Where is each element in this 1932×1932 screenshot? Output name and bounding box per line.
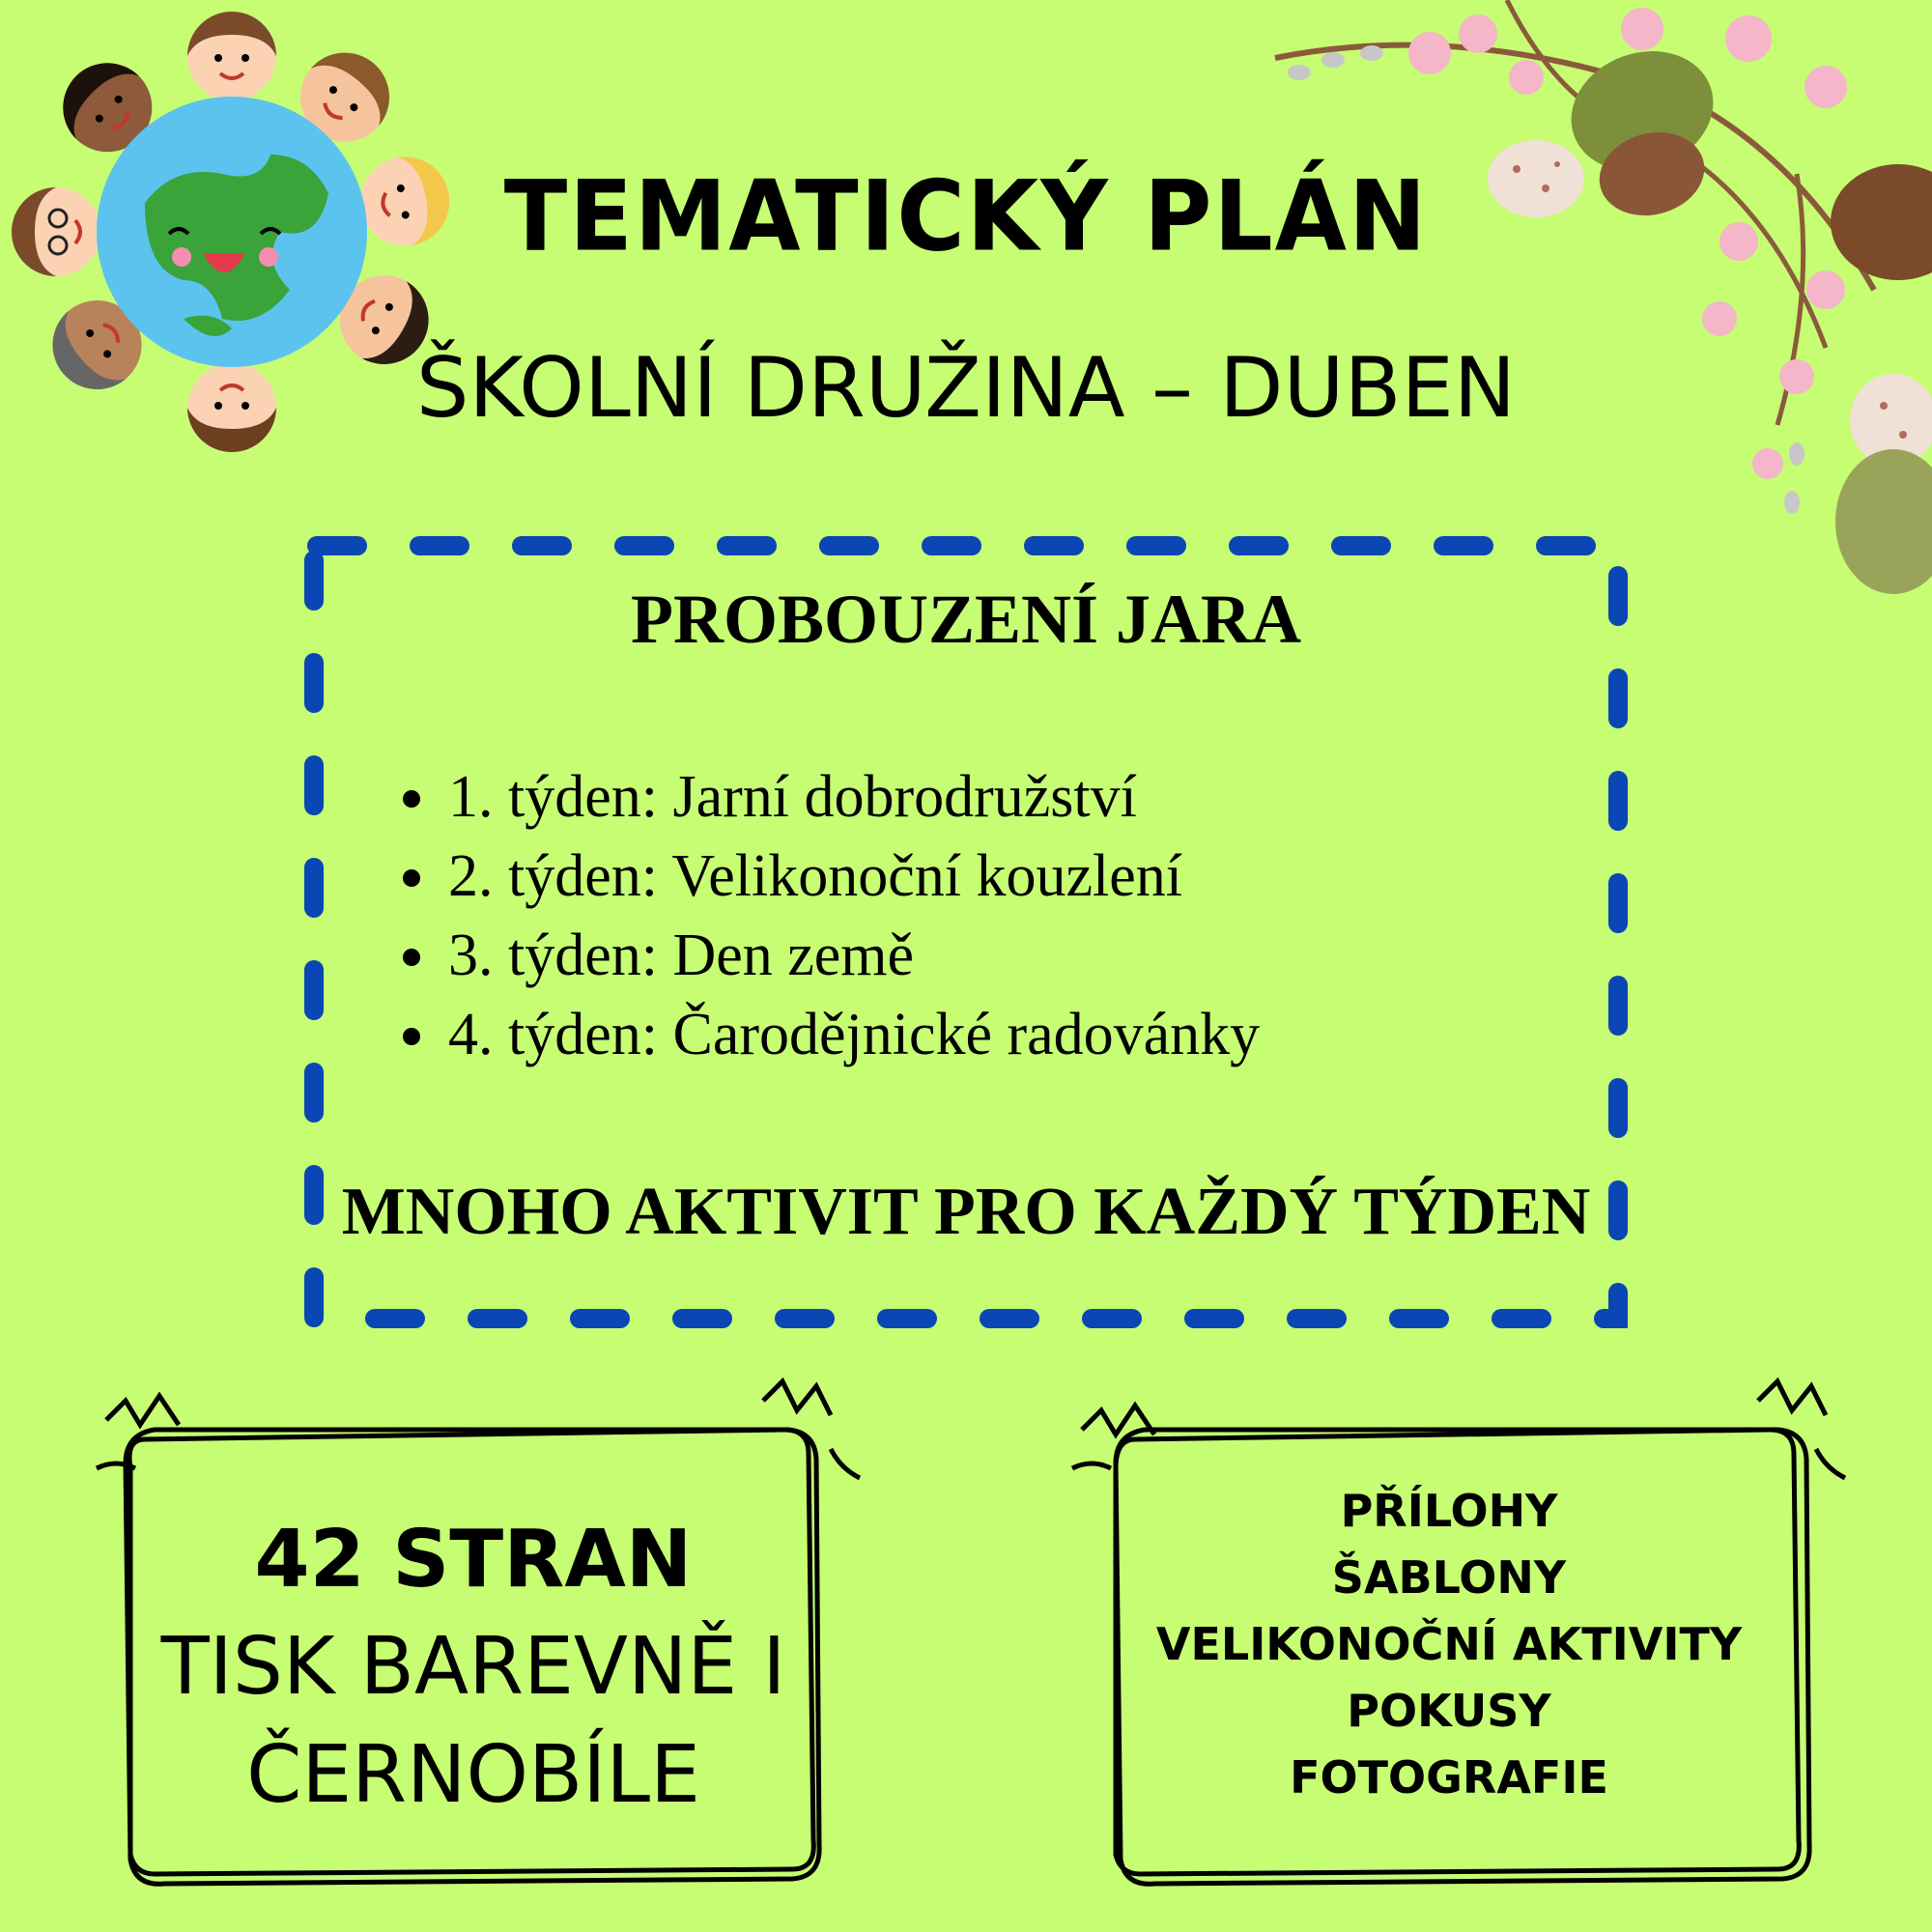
extras-item: VELIKONOČNÍ AKTIVITY xyxy=(1155,1618,1743,1670)
panel-footer: MNOHO AKTIVIT PRO KAŽDÝ TÝDEN xyxy=(341,1175,1591,1249)
child-head xyxy=(187,12,276,100)
page-title: TEMATICKÝ PLÁN xyxy=(503,159,1429,273)
extras-item: PŘÍLOHY xyxy=(1340,1485,1558,1537)
list-item: • 3. týden: Den země xyxy=(444,916,1260,995)
list-item: • 1. týden: Jarní dobrodružství xyxy=(444,757,1260,837)
pages-box xyxy=(135,1507,811,1830)
page-subtitle: ŠKOLNÍ DRUŽINA – DUBEN xyxy=(415,340,1517,437)
extras-item: FOTOGRAFIE xyxy=(1290,1751,1608,1804)
list-item: • 2. týden: Velikonoční kouzlení xyxy=(444,837,1260,916)
page-count: 42 STRAN xyxy=(254,1514,693,1605)
weeks-list xyxy=(386,757,1260,1074)
extras-item: POKUSY xyxy=(1347,1685,1551,1737)
list-item: • 4. týden: Čarodějnické radovánky xyxy=(444,995,1260,1074)
spring-blossoms-and-eggs-icon xyxy=(1275,0,1932,594)
print-info-line: ČERNOBÍLE xyxy=(246,1729,700,1821)
extras-item: ŠABLONY xyxy=(1331,1551,1567,1604)
panel-heading: PROBOUZENÍ JARA xyxy=(630,581,1302,658)
print-info-line: TISK BAREVNĚ I xyxy=(160,1621,786,1713)
extras-box xyxy=(1111,1478,1787,1811)
